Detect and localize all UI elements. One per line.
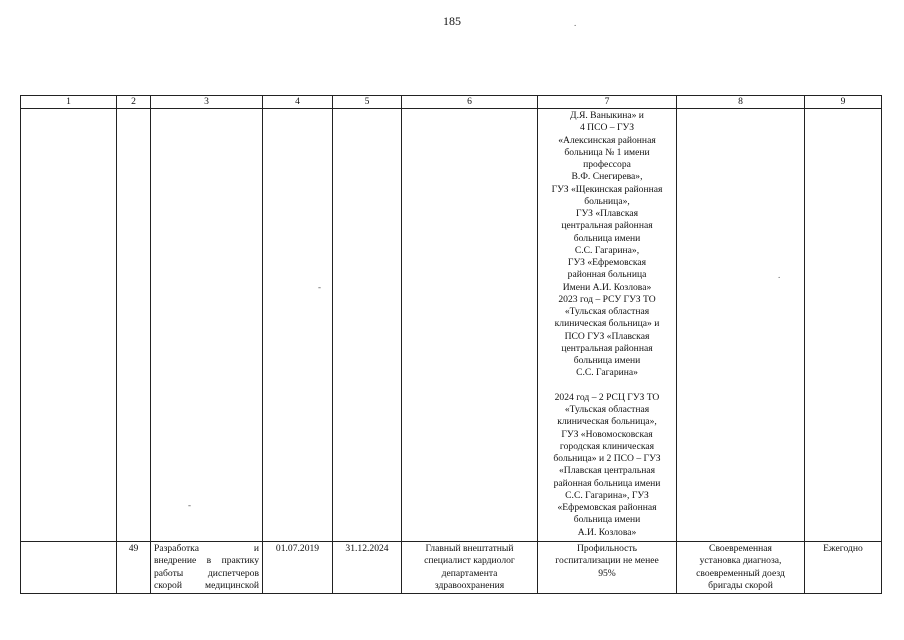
page-number: 185 xyxy=(443,14,461,28)
cell-line: «Алексинская районная xyxy=(558,134,656,146)
header-row xyxy=(21,96,882,109)
cell-line: своевременный доезд xyxy=(696,567,785,579)
cell-line: специалист кардиолог xyxy=(424,555,515,567)
cell-line: 4 ПСО – ГУЗ xyxy=(579,122,635,134)
stray-mark: - xyxy=(188,500,191,510)
table-cell xyxy=(151,109,263,542)
cell-line: департамента xyxy=(441,567,498,579)
header-cell: 3 xyxy=(151,96,263,109)
cell-line: «Ефремовская районная xyxy=(557,502,657,513)
cell-line: больница», xyxy=(584,195,630,207)
cell-line: А.И. Козлова» xyxy=(577,526,637,538)
cell-line: «Тульская областная xyxy=(564,404,650,415)
cell-line: скорой медицинской xyxy=(154,579,259,591)
cell-line: ГУЗ «Ефремовская xyxy=(567,257,647,268)
header-cell: 5 xyxy=(333,96,402,109)
cell-line: 2023 год – РСУ ГУЗ ТО xyxy=(558,293,656,305)
cell-line: Разработка и xyxy=(154,543,259,554)
frequency-cell: Ежегодно xyxy=(805,542,882,594)
cell-line: работы диспетчеров xyxy=(154,567,259,579)
cell-line: С.С. Гагарина» xyxy=(576,367,638,379)
table-cell xyxy=(402,109,538,542)
cell-line: больница имени xyxy=(573,355,641,366)
cell-line: «Плавская центральная xyxy=(558,465,656,477)
table-cell xyxy=(21,542,117,594)
header-cell: 4 xyxy=(263,96,333,109)
cell-line: районная больница имени xyxy=(553,477,661,489)
cell-line: городская клиническая xyxy=(559,440,655,452)
hospitals-cell xyxy=(538,109,677,542)
cell-line: центральная районная xyxy=(561,220,653,232)
cell-line: ГУЗ «Щекинская районная xyxy=(551,183,663,195)
responsible-cell xyxy=(402,542,538,594)
cell-line: Д.Я. Ваныкина» и xyxy=(570,110,644,121)
header-cell: 9 xyxy=(805,96,882,109)
cell-line: Профильность xyxy=(576,543,638,554)
cell-line: 95% xyxy=(598,567,616,579)
cell-line: 2024 год – 2 РСЦ ГУЗ ТО xyxy=(554,391,660,403)
cell-line: ПСО ГУЗ «Плавская xyxy=(564,330,650,342)
stray-mark: . xyxy=(574,18,577,28)
cell-line: больница имени xyxy=(573,514,641,526)
header-cell: 1 xyxy=(21,96,117,109)
table-cell xyxy=(117,109,151,542)
cell-line: больница № 1 имени xyxy=(564,146,650,158)
cell-line: В.Ф. Снегирева», xyxy=(571,171,643,183)
cell-line: ГУЗ «Новомосковская xyxy=(561,428,653,440)
table-cell xyxy=(263,109,333,542)
table-cell xyxy=(805,109,882,542)
header-cell: 2 xyxy=(117,96,151,109)
table-cell xyxy=(333,109,402,542)
continuation-row xyxy=(21,109,882,542)
cell-line: больница» и 2 ПСО – ГУЗ xyxy=(553,453,661,464)
cell-line: здравоохранения xyxy=(434,579,505,591)
result-cell xyxy=(677,542,805,594)
header-cell: 6 xyxy=(402,96,538,109)
cell-line: больница имени xyxy=(573,232,641,244)
header-cell: 7 xyxy=(538,96,677,109)
end-date: 31.12.2024 xyxy=(333,542,402,594)
cell-line: Главный внештатный xyxy=(425,543,514,554)
table-cell xyxy=(677,109,805,542)
indicator-cell xyxy=(538,542,677,594)
stray-mark: . xyxy=(778,270,781,280)
cell-line: «Тульская областная xyxy=(564,306,650,317)
cell-line: профессора xyxy=(583,159,631,170)
cell-line: установка диагноза, xyxy=(699,555,782,567)
cell-line: С.С. Гагарина», xyxy=(574,244,640,256)
start-date: 01.07.2019 xyxy=(263,542,333,594)
plan-table xyxy=(20,95,882,594)
table-row-49 xyxy=(21,542,882,594)
cell-line: внедрение в практику xyxy=(154,555,259,567)
table-cell xyxy=(21,109,117,542)
stray-mark: - xyxy=(318,282,321,292)
cell-line: клиническая больница» и xyxy=(554,318,660,330)
cell-line: Имени А.И. Козлова» xyxy=(562,281,652,293)
activity-cell xyxy=(151,542,263,594)
cell-line: бригады скорой xyxy=(708,579,773,591)
cell-line: клиническая больница», xyxy=(557,416,657,428)
cell-line: госпитализации не менее xyxy=(555,555,659,567)
cell-line: Своевременная xyxy=(709,543,772,554)
row-number: 49 xyxy=(117,542,151,594)
header-cell: 8 xyxy=(677,96,805,109)
cell-line: ГУЗ «Плавская xyxy=(575,208,639,219)
cell-line: С.С. Гагарина», ГУЗ xyxy=(565,489,649,501)
cell-line: районная больница xyxy=(567,269,647,281)
cell-line: центральная районная xyxy=(561,342,653,354)
blank-line xyxy=(541,380,673,392)
